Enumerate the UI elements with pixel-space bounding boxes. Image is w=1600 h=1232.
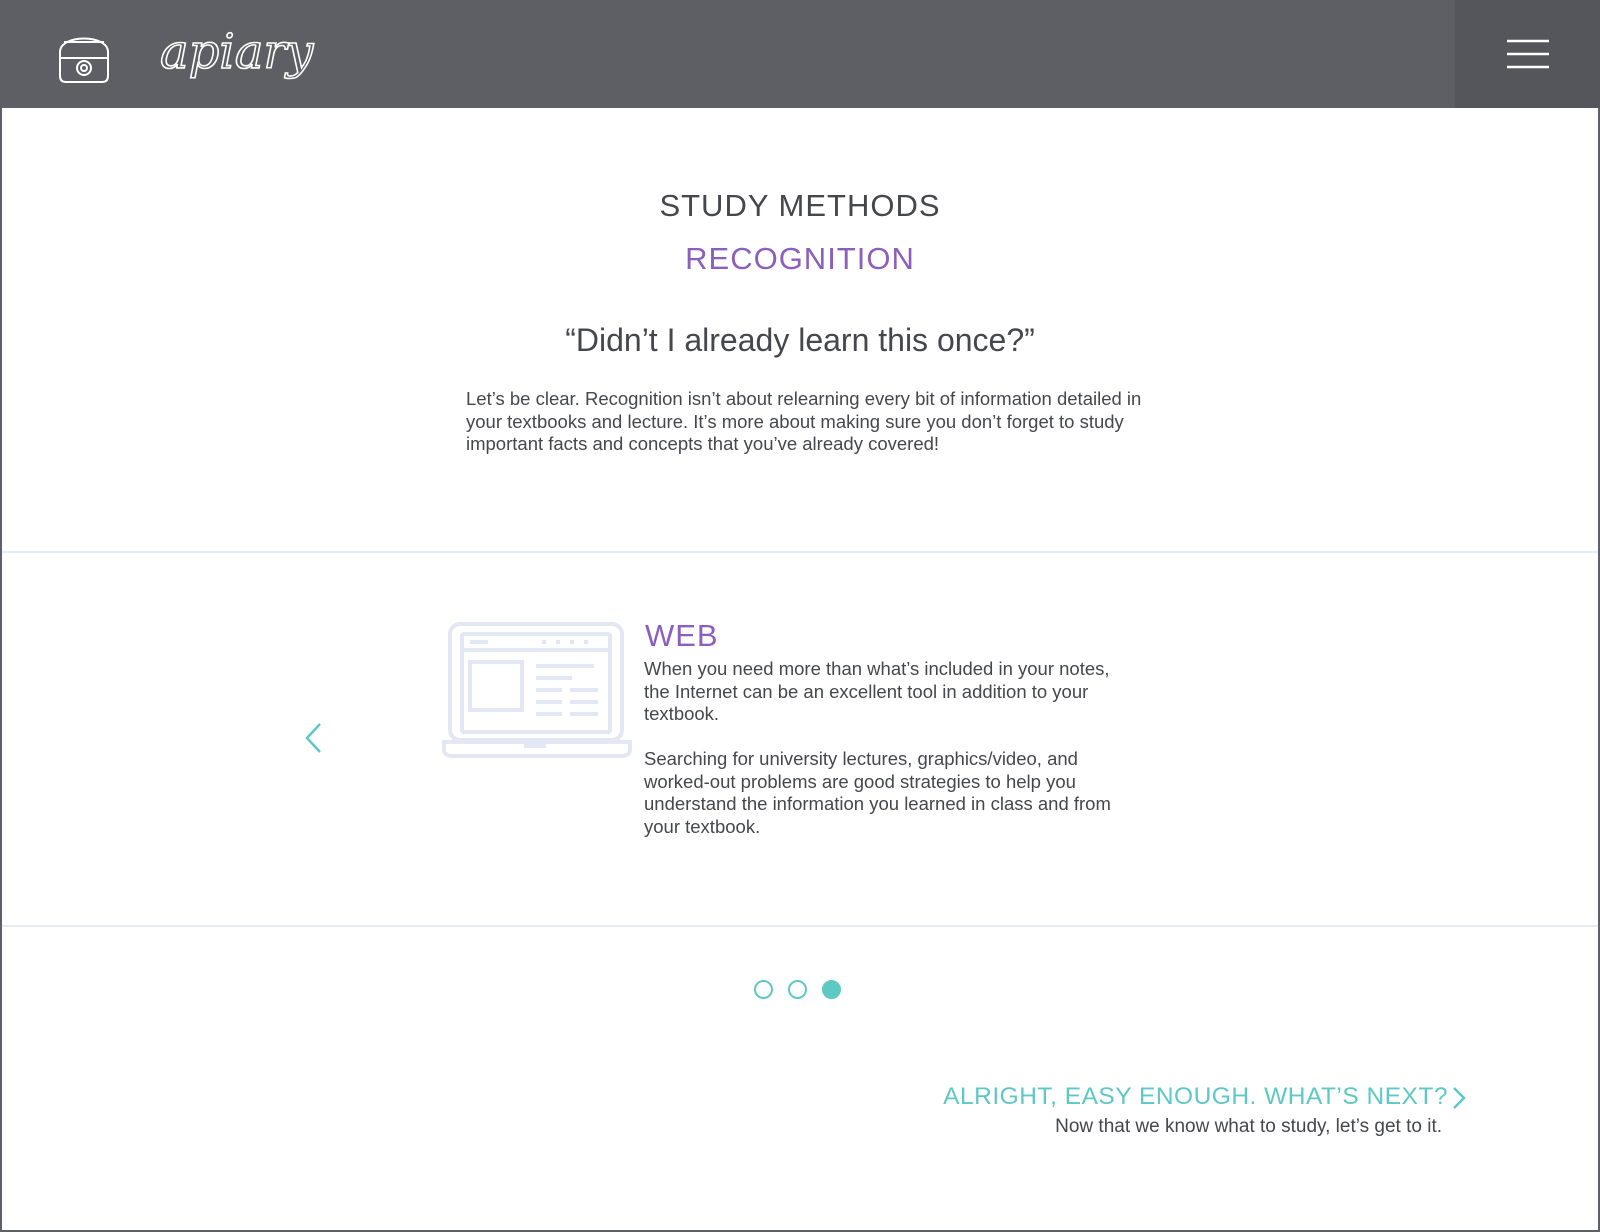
chevron-left-icon[interactable]	[302, 722, 326, 754]
intro-quote: “Didn’t I already learn this once?”	[565, 322, 1035, 358]
divider	[2, 551, 1598, 553]
intro-body: Let’s be clear. Recognition isn’t about relearning every bit of information detailed in your textbooks and lecture. It’s more about making sure you don’t forget to study important facts and concepts that you’ve already covered!	[466, 388, 1142, 454]
divider	[2, 925, 1598, 927]
next-subtitle: Now that we know what to study, let’s get to it.	[1055, 1116, 1442, 1137]
next-title[interactable]: ALRIGHT, EASY ENOUGH. WHAT’S NEXT?	[943, 1083, 1448, 1110]
pagination-dot-1[interactable]	[754, 980, 773, 999]
chevron-right-icon[interactable]	[1450, 1085, 1468, 1111]
laptop-browser-icon	[442, 622, 632, 760]
carousel-pagination	[754, 980, 844, 1002]
section-heading: STUDY METHODS	[659, 188, 941, 223]
hamburger-menu-icon[interactable]	[1507, 38, 1549, 70]
next-section-link[interactable]	[943, 1083, 1448, 1111]
brand-logo[interactable]	[158, 20, 318, 96]
top-bar	[0, 0, 1600, 108]
pagination-dot-3[interactable]	[822, 980, 841, 999]
card-paragraph: When you need more than what’s included in your notes, the Internet can be an excellent tool in addition to your textbook.	[644, 658, 1110, 724]
card-title: WEB	[645, 618, 719, 653]
card-body	[644, 658, 1124, 838]
card-paragraph: Searching for university lectures, graphics/video, and worked-out problems are good strategies to help you understand the information you learned in class and from your textbook.	[644, 748, 1111, 837]
menu-button[interactable]	[1455, 0, 1600, 108]
pagination-dot-2[interactable]	[788, 980, 807, 999]
beehive-icon[interactable]	[52, 22, 116, 86]
brand-name: apiary	[160, 24, 314, 80]
topic-heading: RECOGNITION	[685, 241, 915, 276]
